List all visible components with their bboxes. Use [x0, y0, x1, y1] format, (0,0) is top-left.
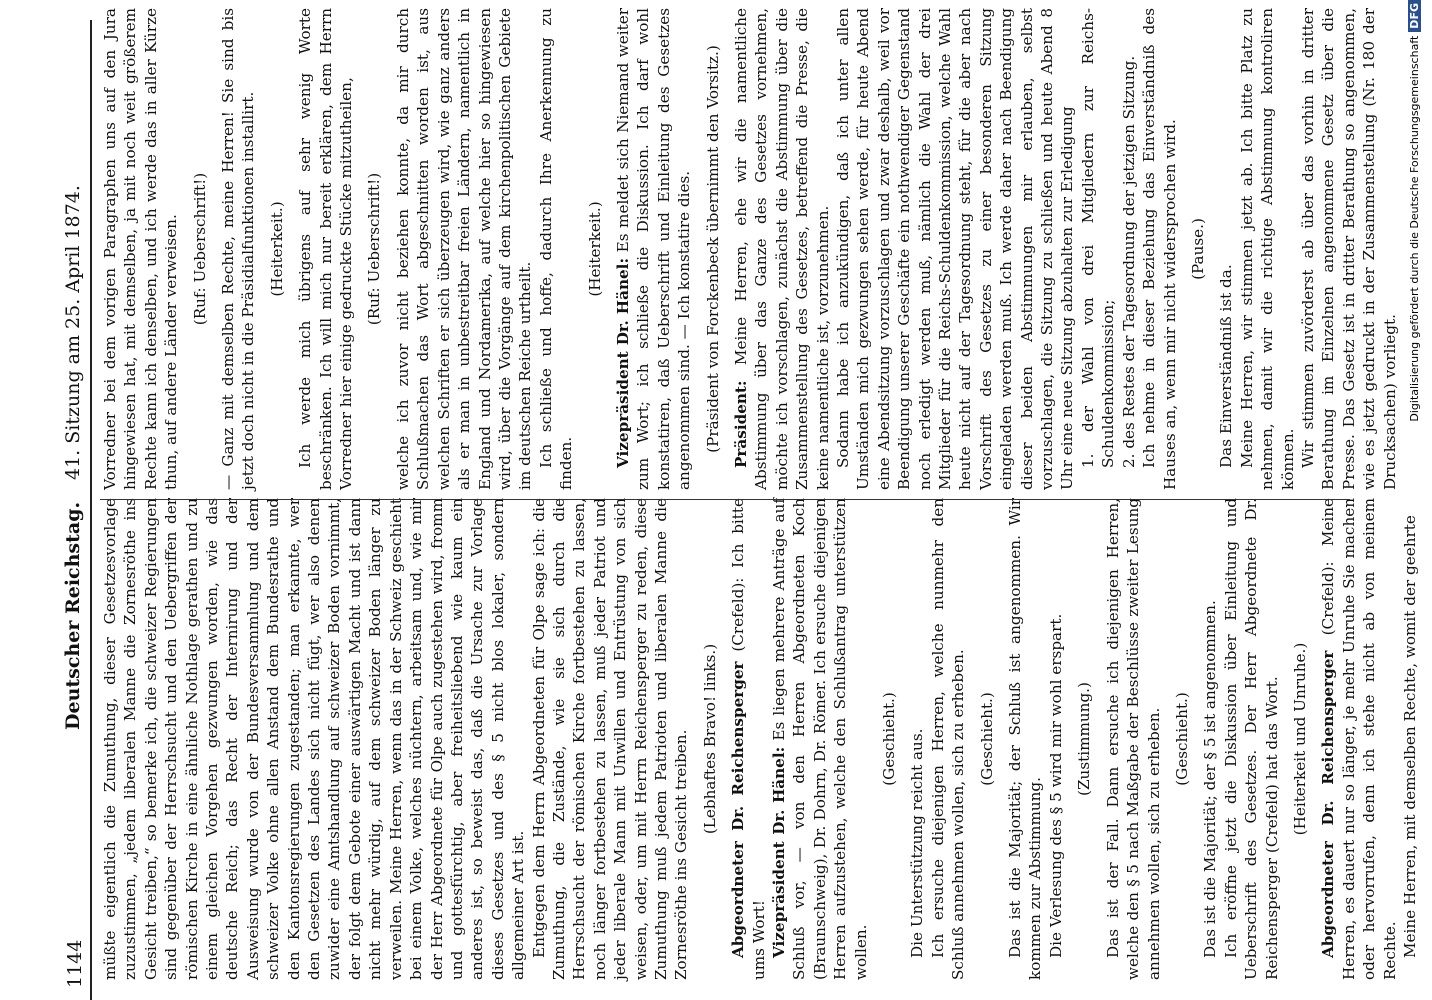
- paragraph-text: (Ruf: Ueberschrift!): [365, 172, 384, 326]
- paragraph: [613, 8, 695, 490]
- paragraph: [1078, 8, 1119, 490]
- stage-direction: [585, 8, 605, 490]
- paragraph: [393, 8, 536, 490]
- paragraph: [833, 8, 1078, 490]
- page-number: 1144: [64, 939, 86, 988]
- paragraph-text: (Ruf: Ueberschrift!): [190, 172, 209, 326]
- stage-direction: [1188, 8, 1208, 490]
- credit-text: Digitalisierung gefördert durch die Deutsche Forschungsgemeinschaft: [1408, 35, 1421, 422]
- paragraph-text: (Heiterkeit.): [267, 201, 286, 297]
- paragraph-text: Das ist die Majorität; der Schluß ist angenommen. Wir kommen zur Abstimmung.: [1006, 498, 1045, 980]
- paragraph: [529, 498, 692, 980]
- paragraph: [100, 498, 529, 980]
- paragraph-text: (Lebhaftes Bravo! links.): [700, 643, 719, 835]
- paragraph: [1119, 8, 1139, 490]
- paragraph: [1103, 498, 1164, 980]
- paragraph-text: (Heiterkeit und Unruhe.): [1290, 642, 1309, 836]
- paragraph: [1046, 498, 1066, 980]
- running-title: Deutscher Reichstag.: [62, 501, 84, 730]
- paragraph-text: welche ich zuvor nicht beziehen konnte, da mir durch Schlußmachen das Wort abgeschnitten worden ist, aus welchen Schriften er sich überzeugen wird, wie ganz anders als er man in unbestreitbar freien Ländern, namentlich in England und Nordamerika, auf welche hier so hingewiesen wird, über die Vorgänge auf dem kirchenpolitischen Gebiete im deutschen Reiche urtheilt.: [393, 8, 535, 490]
- paragraph-text: Sodann habe ich anzukündigen, daß ich unter allen Umständen mich gezwungen sehen werde, für heute Abend eine Abendsitzung vorzuschlagen und zwar deshalb, weil vor Beendigung unserer Geschäfte ein nothwendiger Gegenstand noch erledigt werden muß, nämlich die Wahl der drei Mitglieder für die Reichs-Schuldenkommission, welche Wahl heute nicht auf der Tagesordnung steht, für die aber nach Vorschrift des Gesetzes zu einer besonderen Sitzung eingeladen werden muß. Ich werde daher nach Beendigung dieser beiden Abstimmungen mir erlauben, selbst vorzuschlagen, die Sitzung zu schließen und heute Abend 8 Uhr eine neue Sitzung abzuhalten zur Erledigung: [834, 8, 1077, 490]
- paragraph: [295, 8, 356, 490]
- paragraph-text: Die Unterstützung reicht aus.: [908, 728, 927, 958]
- paragraph: [218, 8, 259, 490]
- paragraph-text: (Geschieht.): [880, 692, 899, 786]
- stage-direction: [190, 8, 210, 490]
- paragraph-text: Meine Herren, mit demselben Rechte, womit der geehrte: [1400, 515, 1419, 958]
- stage-direction: [1074, 498, 1094, 980]
- paragraph: [1139, 8, 1180, 490]
- paragraph: [907, 498, 927, 980]
- stage-direction: [267, 8, 287, 490]
- paragraph-text: (Pause.): [1188, 218, 1207, 280]
- paragraph: [928, 498, 969, 980]
- stage-direction: [1290, 498, 1310, 980]
- paragraph: [1298, 8, 1400, 490]
- paragraph-text: Entgegen dem Herrn Abgeordneten für Olpe sage ich: die Zumuthung, die Zustände, wie sie sich durch die Herrschsucht der römischen Kirche fortbestehen zu lassen, noch länger fortbestehen zu lassen, muß jeder Patriot und jeder liberale Mann mit Unwillen und Entrüstung von sich weisen, oder, um mit Herrn Reichensperger zu reden, diese Zumuthung muß jedem Patrioten und liberalen Manne die Zornesröthe ins Gesicht treiben.: [529, 498, 691, 980]
- paragraph: [731, 8, 833, 490]
- paragraph-text: Ich nehme in dieser Beziehung das Einverständniß des Hauses an, wenn mir nicht widersprochen wird.: [1140, 8, 1179, 490]
- column-divider: [100, 499, 1350, 500]
- page-header: [58, 0, 90, 1000]
- paragraph-text: (Geschieht.): [1172, 692, 1191, 786]
- digitization-credit: [1408, 0, 1421, 1000]
- paragraph-text: Es meldet sich Niemand weiter zum Wort; ich schließe die Diskussion. Ich darf wohl konstatiren, daß Ueberschrift und Einleitung des Gesetzes angenommen sind. — Ich konstatire dies.: [613, 8, 694, 490]
- paragraph-text: Vorredner bei dem vorigen Paragraphen uns auf den Jura hingewiesen hat, mit demselben, ja mit noch weit größerem Rechte kann ich denselben, und ich werde das in aller Kürze thun, auf andere Länder verweisen.: [101, 8, 181, 490]
- paragraph-text: Wir stimmen zuvörderst ab über das vorhin in dritter Berathung im Einzelnen angenommene Gesetz über die Presse. Das Gesetz ist in dritter Berathung so angenommen, wie es jetzt gedruckt in der Zusammenstellung (Nr. 180 der Drucksachen) vorliegt.: [1298, 8, 1399, 490]
- paragraph-text: Ich werde mich übrigens auf sehr wenig Worte beschränken. Ich will mich nur bereit erklären, dem Herrn Vorredner hier einige gedruckte Stücke mitzutheilen,: [296, 8, 356, 490]
- paragraph-text: müßte eigentlich die Zumuthung, dieser Gesetzesvorlage zuzustimmen, „jedem liberalen Manne die Zornesröthe ins Gesicht treiben,“ so bemerke ich, die schweizer Regierungen sind gegenüber der Herrschsucht und den Uebergriffen der römischen Kirche in eine ähnliche Nothlage gerathen und zu einem gleichen Vorgehen gezwungen worden, wie das deutsche Reich; das Recht der Internirung und der Ausweisung wurde von der Bundesversammlung und dem schweizer Volke ohne allen Anstand dem Bundesrathe und den Kantonsregierungen zugestanden; man erkannte, wer den Gesetzen des Landes sich nicht fügt, wer also denen zuwider eine Amtshandlung auf schweizer Boden vornimmt, der folgt dem Gebote einer auswärtigen Macht und ist dann nicht mehr würdig, auf dem schweizer Boden länger zu verweilen. Meine Herren, wenn das in der Schweiz geschieht bei einem Volke, welches nüchtern, arbeitsam und, wie mir der Herr Abgeordnete für Olpe auch zugestehen wird, fromm und gottesfürchtig, aber freiheitsliebend wie kaum ein anderes ist, so beweist das, daß die Ursache zur Vorlage dieses Gesetzes und des § 5 nicht blos lokaler, sondern allgemeiner Art ist.: [101, 498, 528, 980]
- paragraph-text: Die Verlesung des § 5 wird mir wohl erspart.: [1046, 613, 1065, 958]
- paragraph-text: Meine Herren, wir stimmen jetzt ab. Ich bitte Platz zu nehmen, damit wir die richtige Abstimmung kontroliren können.: [1237, 8, 1297, 490]
- speaker-name: Vizepräsident Dr. Hänel:: [770, 746, 788, 958]
- stage-direction: [1172, 498, 1192, 980]
- paragraph: [536, 8, 577, 490]
- paragraph-text: Das ist die Majorität; der § 5 ist angenommen.: [1201, 600, 1220, 958]
- paragraph-text: Ich ersuche diejenigen Herren, welche nunmehr den Schluß annehmen wollen, sich zu erheben.: [928, 498, 968, 980]
- speaker-name: Abgeordneter Dr. Reichensperger: [1319, 650, 1338, 958]
- stage-direction: [703, 8, 723, 490]
- header-rule: [90, 20, 92, 1000]
- session-title: 41. Sitzung am 25. April 1874.: [62, 185, 84, 480]
- paragraph-text: — Ganz mit demselben Rechte, meine Herren! Sie sind bis jetzt doch nicht in die Präsidialfunktionen installirt.: [219, 8, 258, 490]
- speaker-name: Abgeordneter Dr. Reichensperger: [729, 661, 748, 958]
- dfg-logo: DFG: [1408, 0, 1421, 32]
- paragraph-text: Ich schließe und hoffe, dadurch Ihre Anerkennung zu finden.: [536, 8, 576, 490]
- paragraph: [1237, 8, 1298, 490]
- stage-direction: [977, 498, 997, 980]
- paragraph: [1200, 498, 1220, 980]
- paragraph: [1216, 8, 1236, 490]
- paragraph-text: (Crefeld): Meine Herren, es dauert nur so länger, je mehr Unruhe Sie machen oder hervorrufen, denn ich stehe nicht ab von meinem Rechte.: [1319, 498, 1399, 980]
- paragraph: [728, 498, 769, 980]
- speaker-name: Präsident:: [731, 380, 750, 468]
- paragraph-text: 1. der Wahl von drei Mitgliedern zur Reichs-Schuldenkommission;: [1078, 8, 1118, 468]
- paragraph-text: Das ist der Fall. Dann ersuche ich diejenigen Herren, welche den § 5 nach Maßgabe der Beschlüsse zweiter Lesung annehmen wollen, sich zu erheben.: [1103, 498, 1163, 980]
- stage-direction: [700, 498, 720, 980]
- paragraph-text: Meine Herren, ehe wir die namentliche Abstimmung über das Ganze des Gesetzes vornehmen, möchte ich vorschlagen, zunächst die Abstimmung über die Zusammenstellung des Gesetzes, betreffend die Presse, die keine namentliche ist, vorzunehmen.: [731, 8, 832, 490]
- paragraph-text: (Crefeld): Ich bitte ums Wort!: [729, 498, 768, 980]
- speaker-name: Vizepräsident Dr. Hänel:: [613, 257, 632, 468]
- paragraph-text: Es liegen mehrere Anträge auf Schluß vor, — von den Herren Abgeordneten Koch (Braunschweig), Dr. Dohrn, Dr. Römer. Ich ersuche diejenigen Herren aufzustehen, welche den Schlußantrag unterstützen wollen.: [770, 498, 870, 980]
- stage-direction: [364, 8, 384, 490]
- stage-direction: [879, 498, 899, 980]
- right-column: [100, 8, 1400, 490]
- paragraph: [769, 498, 871, 980]
- paragraph-text: Das Einverständniß ist da.: [1217, 264, 1236, 468]
- left-column: [100, 498, 1420, 980]
- paragraph-text: (Geschieht.): [977, 692, 996, 786]
- paragraph: [1318, 498, 1400, 980]
- paragraph-text: Ich eröffne jetzt die Diskussion über Einleitung und Ueberschrift des Gesetzes. Der Herr Abgeordnete Dr. Reichensperger (Crefeld) hat das Wort.: [1221, 498, 1281, 980]
- paragraph: [100, 8, 182, 490]
- paragraph-text: 2. des Restes der Tagesordnung der jetzigen Sitzung.: [1119, 55, 1138, 468]
- paragraph: [1005, 498, 1046, 980]
- paragraph-text: (Präsident von Forckenbeck übernimmt den Vorsitz.): [703, 45, 722, 453]
- paragraph-text: (Heiterkeit.): [585, 201, 604, 297]
- paragraph-text: (Zustimmung.): [1075, 682, 1094, 796]
- paragraph: [1221, 498, 1282, 980]
